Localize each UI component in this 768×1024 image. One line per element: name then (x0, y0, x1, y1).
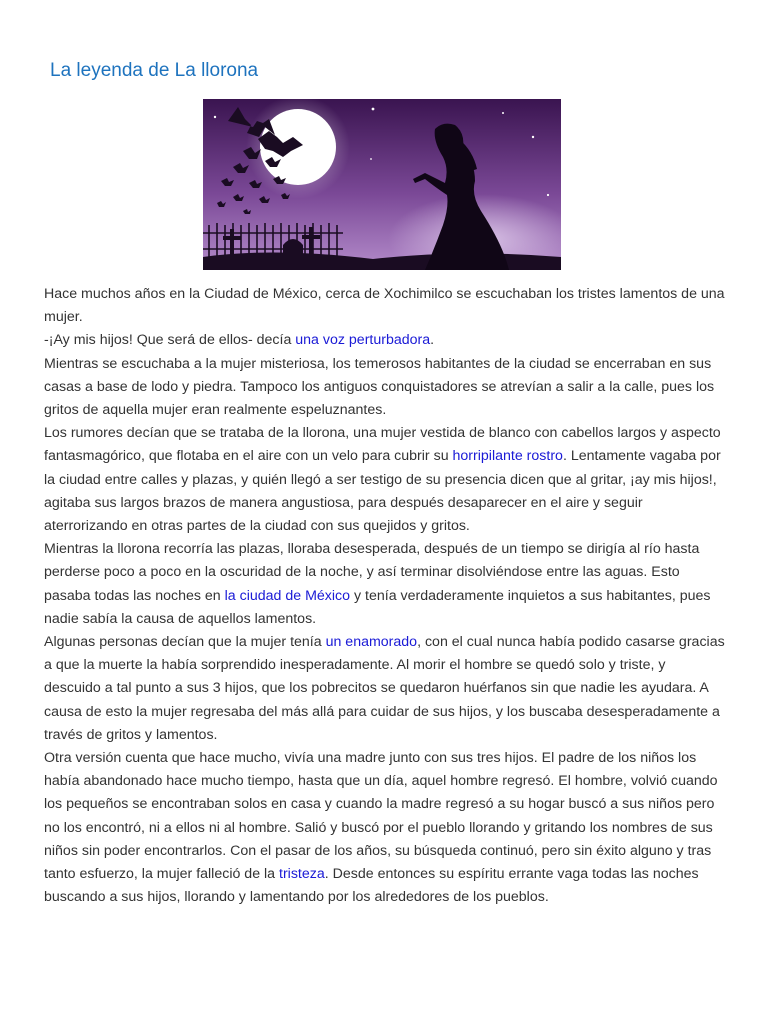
article-body (44, 283, 726, 909)
paragraph-6: Algunas personas decían que la mujer tenía un enamorado, con el cual nunca había podido casarse gracias a que la muerte la había sorprendido inesperadamente. Al morir el hombre se quedó solo y triste, y descuido a tal punto a sus 3 hijos, que los pobrecitos se quedaron huérfanos sin que nadie les ayudara. A causa de esto la mujer regresaba del más allá para cuidar de sus hijos, y los buscaba desesperadamente a través de gritos y lamentos. (44, 634, 725, 743)
paragraph-3: Mientras se escuchaba a la mujer misteriosa, los temerosos habitantes de la ciudad se encerraban en sus casas a base de lodo y piedra. Tampoco los antiguos conquistadores se atrevían a salir a la calle, pues los gritos de aquella mujer eran realmente espeluznantes. (44, 355, 715, 419)
link-horripilante-rostro[interactable]: horripilante rostro (452, 448, 563, 465)
paragraph-4: Los rumores decían que se trataba de la llorona, una mujer vestida de blanco con cabellos largos y aspecto fantasmagórico, que flotaba en el aire con un velo para cubrir su horripilante rostro. Lentamente vagaba por la ciudad entre calles y plazas, y quién llegó a ser testigo de su presencia dicen que al gritar, ¡ay mis hijos!, agitaba sus largos brazos de manera angustiosa, para después desaparecer en el aire y seguir aterrorizando en otras partes de la ciudad con sus quejidos y gritos. (44, 425, 721, 535)
paragraph-7: Otra versión cuenta que hace mucho, vivía una madre junto con sus tres hijos. El padre de los niños los había abandonado hace mucho tiempo, hasta que un día, aquel hombre regresó. El hombre, volvió cuando los pequeños se encontraban solos en casa y cuando la madre regresó a su hogar buscó a sus niños pero no los encontró, ni a ellos ni al hombre. Salió y buscó por el pueblo llorando y gritando los nombres de sus niños sin poder encontrarlos. Con el pasar de los años, su búsqueda continuó, pero sin éxito alguno y tras tanto esfuerzo, la mujer falleció de la tristeza. Desde entonces su espíritu errante vaga todas las noches buscando a sus hijos, llorando y lamentando por los alrededores de los pueblos. (44, 750, 718, 906)
paragraph-1: Hace muchos años en la Ciudad de México, cerca de Xochimilco se escuchaban los tristes lamentos de una mujer. (44, 286, 725, 326)
link-la-ciudad-de-mexico[interactable]: la ciudad de México (224, 587, 351, 604)
link-tristeza[interactable]: tristeza (279, 866, 325, 883)
night-graveyard-llorona-illustration (203, 99, 561, 270)
page-title: La leyenda de La llorona (50, 60, 259, 81)
paragraph-5: Mientras la llorona recorría las plazas, lloraba desesperada, después de un tiempo se dirigía al río hasta perderse poco a poco en la oscuridad de la noche, y así terminar disolviéndose entre las aguas. Esto pasaba todas las noches en la ciudad de México y tenía verdaderamente inquietos a sus habitantes, pues nadie sabía la causa de aquellos lamentos. (44, 541, 711, 627)
link-una-voz-perturbadora[interactable]: una voz perturbadora (295, 332, 431, 349)
paragraph-2: -¡Ay mis hijos! Que será de ellos- decía una voz perturbadora. (44, 332, 435, 349)
link-un-enamorado[interactable]: un enamorado (325, 634, 418, 651)
